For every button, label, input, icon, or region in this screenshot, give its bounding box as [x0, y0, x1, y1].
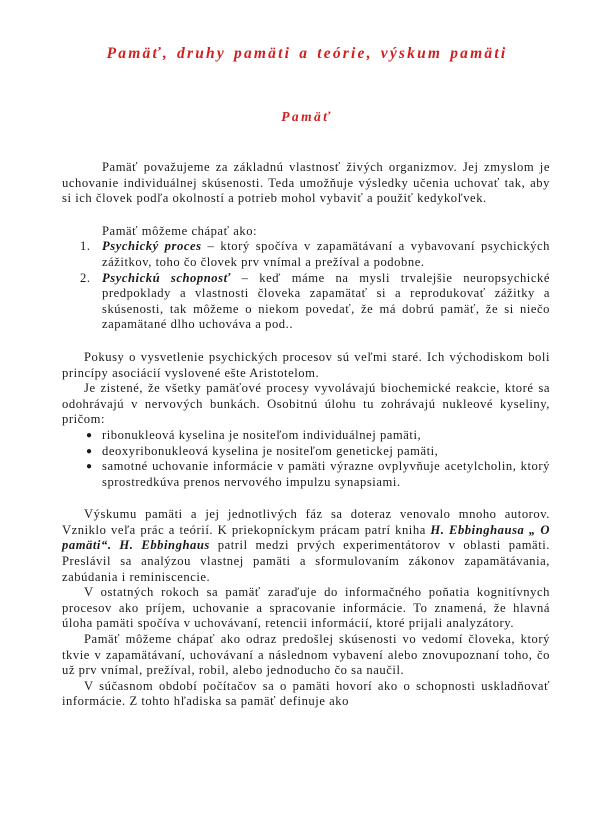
list-text: ribonukleová kyselina je nositeľom individuálnej pamäti, [102, 427, 422, 442]
paragraph-definition: Pamäť môžeme chápať ako odraz predošlej skúsenosti vo vedomí človeka, ktorý tkvie v zapamätávaní, uchovávaní a následnom vybavení alebo znovupoznaní toho, čo už prv vnímal, prežíval, robil, alebo jednoducho čo sa naučil. [62, 632, 550, 678]
paragraph-research [62, 507, 550, 585]
numbered-list [62, 239, 550, 333]
list-item [62, 459, 550, 490]
document-body [62, 160, 550, 710]
list-number: 1. [80, 239, 91, 254]
document-title: Pamäť, druhy pamäti a teórie, výskum pamäti [106, 45, 508, 62]
paragraph-list-lead: Pamäť môžeme chápať ako: [102, 223, 258, 238]
bullet-list [62, 428, 550, 490]
list-item [62, 239, 550, 270]
list-term: Psychický proces [102, 239, 202, 254]
list-text: samotné uchovanie informácie v pamäti výrazne ovplyvňuje acetylcholin, ktorý sprostredkúva prenos nervového impulzu synapsiami. [102, 459, 550, 489]
paragraph-text: patril medzi prvých experimentátorov v oblasti pamäti. Preslávil sa analýzou vlastnej pamäti a sformulovaním zákonov zapamätávania, zabúdania i reminiscencie. [62, 538, 550, 584]
list-text: deoxyribonukleová kyselina je nositeľom genetickej pamäti, [102, 443, 439, 458]
paragraph-intro: Pamäť považujeme za základnú vlastnosť živých organizmov. Jej zmyslom je uchovanie individuálnej skúsenosti. Teda umožňuje výsledky učenia uchovať tak, aby si ich človek podľa okolností a potrieb mohol vybaviť a použiť kedykoľvek. [62, 160, 550, 206]
list-text: – keď máme na mysli trvalejšie neuropsychické predpoklady a vlastnosti človeka zapamätať si a reprodukovať zážitky a skúsenosti, tak môžeme o niekom povedať, že má dobrú pamäť, že si niečo zapamätané dlho uchováva a pod.. [102, 270, 550, 332]
paragraph-biochemistry: Je zistené, že všetky pamäťové procesy vyvolávajú biochemické reakcie, ktoré sa odohrávajú v nervových bunkách. Osobitnú úlohu tu zohrávajú nukleové kyseliny, pričom: [62, 381, 550, 427]
list-text: – ktorý spočíva v zapamätávaní a vybavovaní psychických zážitkov, toho čo človek prv vnímal a prežíval a podobne. [102, 239, 550, 269]
paragraph-text: Výskumu pamäti a jej jednotlivých fáz sa doteraz venovalo mnoho autorov. Vzniklo veľa prác a teórií. K priekopníckym prácam patrí kniha [62, 507, 550, 537]
list-item [62, 271, 550, 333]
list-number: 2. [80, 270, 91, 285]
bullet-icon: ● [86, 445, 93, 457]
section-heading: Pamäť [281, 109, 333, 124]
bullet-icon: ● [86, 429, 93, 441]
paragraph-history: Pokusy o vysvetlenie psychických procesov sú veľmi staré. Ich východiskom boli princípy asociácií vyslovené ešte Aristotelom. [62, 349, 550, 380]
bullet-icon: ● [86, 461, 93, 473]
book-reference: H. Ebbinghausa „ O pamäti“. H. Ebbinghaus [62, 522, 550, 553]
list-item [62, 428, 550, 444]
list-term: Psychickú schopnosť [102, 270, 231, 285]
list-item [62, 444, 550, 460]
paragraph-computers: V súčasnom období počítačov sa o pamäti hovorí ako o schopnosti uskladňovať informácie. Z tohto hľadiska sa pamäť definuje ako [62, 678, 550, 709]
paragraph-cognitive: V ostatných rokoch sa pamäť zaraďuje do informačného poňatia kognitívnych procesov ako príjem, uchovanie a spracovanie informácie. To znamená, že hlavná úloha pamäti spočíva v uchovávaní, retencii informácií, ktoré prijali analyzátory. [62, 585, 550, 631]
